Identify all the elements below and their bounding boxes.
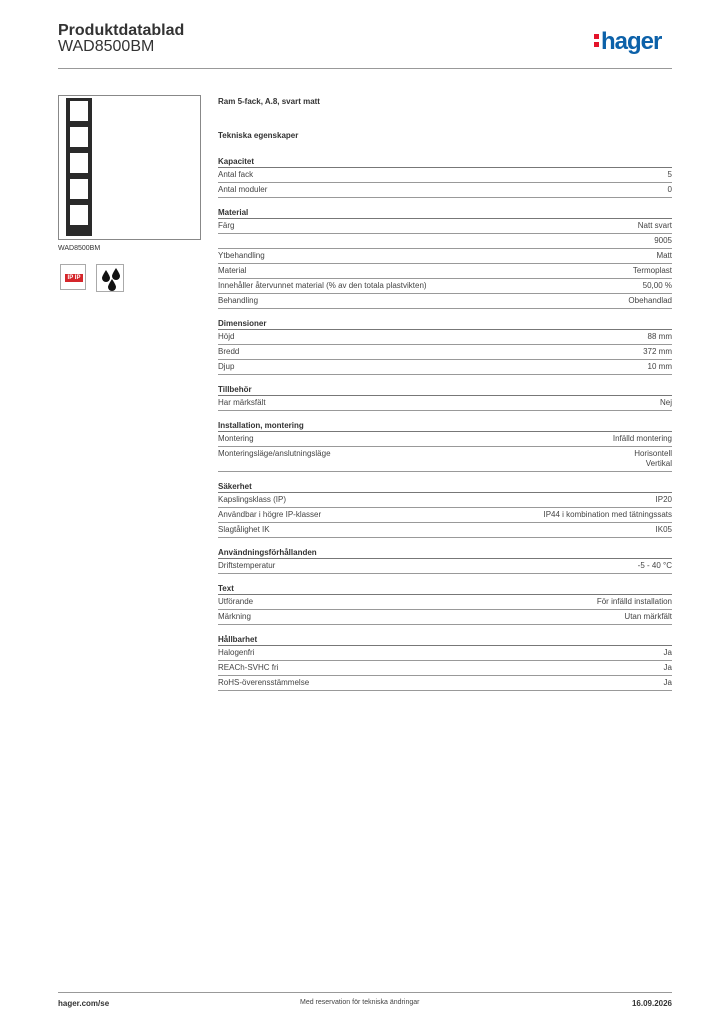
- logo-dots-icon: [594, 32, 599, 48]
- spec-row: [218, 493, 672, 508]
- spec-sections: [218, 156, 672, 700]
- spec-value-line: Ja: [663, 663, 672, 672]
- spec-row: [218, 345, 672, 360]
- spec-value-line: 50,00 %: [642, 281, 672, 290]
- spec-row: [218, 559, 672, 574]
- spec-label: Djup: [218, 362, 235, 371]
- spec-row: [218, 279, 672, 294]
- spec-value-line: Nej: [659, 398, 672, 407]
- spec-label: Innehåller återvunnet material (% av den totala plastvikten): [218, 281, 427, 290]
- spec-row: [218, 294, 672, 309]
- spec-label: Höjd: [218, 332, 235, 341]
- spec-row: [218, 183, 672, 198]
- spec-value-line: IP44 i kombination med tätningssats: [543, 510, 672, 519]
- spec-label: Monteringsläge/anslutningsläge: [218, 449, 331, 458]
- spec-section: [218, 384, 672, 411]
- spec-row: [218, 661, 672, 676]
- spec-value-line: Ja: [663, 678, 672, 687]
- spec-value: [634, 449, 672, 469]
- water-drops-icon: [96, 264, 124, 292]
- spec-value-line: 10 mm: [647, 362, 672, 371]
- spec-label: Utförande: [218, 597, 254, 606]
- spec-value-line: Ja: [663, 648, 672, 657]
- spec-value: [664, 648, 672, 658]
- spec-row: [218, 610, 672, 625]
- document-title: Produktdatablad: [58, 22, 185, 39]
- footer-date: 16.09.2026: [631, 999, 672, 1008]
- spec-row: [218, 676, 672, 691]
- spec-value: [638, 221, 672, 231]
- spec-label: Driftstemperatur: [218, 561, 276, 570]
- spec-row: [218, 234, 672, 249]
- spec-value: [664, 678, 672, 688]
- spec-value: [643, 347, 672, 357]
- spec-row: [218, 595, 672, 610]
- spec-label: Behandling: [218, 296, 259, 305]
- product-image: [58, 95, 201, 240]
- spec-label: Material: [218, 266, 247, 275]
- spec-value-line: Obehandlad: [628, 296, 672, 305]
- spec-row: [218, 168, 672, 183]
- spec-value: [668, 170, 672, 180]
- spec-value-line: 5: [667, 170, 672, 179]
- spec-value: [638, 561, 672, 571]
- spec-label: Montering: [218, 434, 254, 443]
- spec-value: [648, 332, 672, 342]
- tech-heading: Tekniska egenskaper: [218, 131, 299, 140]
- spec-label: Kapslingsklass (IP): [218, 495, 287, 504]
- ip-rating-icon: [60, 264, 86, 290]
- frame-5-gang-icon: [66, 98, 92, 236]
- spec-value-line: Infälld montering: [612, 434, 672, 443]
- spec-row: [218, 432, 672, 447]
- spec-label: Bredd: [218, 347, 240, 356]
- product-code: WAD8500BM: [58, 38, 155, 55]
- spec-value-line: Natt svart: [637, 221, 672, 230]
- spec-label: Ytbehandling: [218, 251, 265, 260]
- spec-value-line: -5 - 40 °C: [637, 561, 672, 570]
- logo-text: hager: [601, 28, 662, 55]
- spec-value-line: 372 mm: [643, 347, 672, 356]
- section-title: Dimensioner: [218, 318, 672, 330]
- spec-value: [633, 266, 672, 276]
- spec-value: [654, 236, 672, 246]
- spec-value: [543, 510, 672, 520]
- spec-value: [660, 398, 672, 408]
- spec-section: [218, 420, 672, 472]
- spec-value: [656, 525, 672, 535]
- spec-label: Antal fack: [218, 170, 254, 179]
- ip-rating-label: IP IP: [65, 274, 83, 282]
- spec-value: [668, 185, 672, 195]
- product-image-caption: WAD8500BM: [58, 245, 101, 252]
- footer-disclaimer: Med reservation för tekniska ändringar: [300, 999, 420, 1006]
- spec-section: [218, 481, 672, 538]
- footer-website-link[interactable]: hager.com/se: [58, 999, 110, 1008]
- spec-value-line: IK05: [655, 525, 672, 534]
- section-title: Hållbarhet: [218, 634, 672, 646]
- footer-divider: [58, 992, 672, 993]
- spec-section: [218, 547, 672, 574]
- spec-value: [613, 434, 672, 444]
- section-title: Installation, montering: [218, 420, 672, 432]
- spec-value: [597, 597, 672, 607]
- spec-section: [218, 634, 672, 691]
- spec-label: Användbar i högre IP-klasser: [218, 510, 322, 519]
- spec-label: Märkning: [218, 612, 251, 621]
- spec-row: [218, 396, 672, 411]
- product-name: Ram 5-fack, A.8, svart matt: [218, 97, 320, 106]
- spec-value-line: Termoplast: [632, 266, 672, 275]
- spec-row: [218, 646, 672, 661]
- spec-row: [218, 219, 672, 234]
- section-title: Tillbehör: [218, 384, 672, 396]
- spec-label: Antal moduler: [218, 185, 268, 194]
- spec-label: REACh-SVHC fri: [218, 663, 279, 672]
- spec-section: [218, 156, 672, 198]
- spec-section: [218, 583, 672, 625]
- spec-section: [218, 318, 672, 375]
- spec-value-line: IP20: [655, 495, 672, 504]
- spec-value-line: 9005: [654, 236, 672, 245]
- section-title: Kapacitet: [218, 156, 672, 168]
- spec-row: [218, 360, 672, 375]
- spec-value-line: Vertikal: [645, 459, 672, 468]
- spec-row: [218, 508, 672, 523]
- spec-value-line: Utan märkfält: [624, 612, 672, 621]
- spec-value-line: Horisontell: [634, 449, 672, 458]
- spec-value: [656, 495, 672, 505]
- spec-row: [218, 264, 672, 279]
- spec-label: Har märksfält: [218, 398, 266, 407]
- spec-section: [218, 207, 672, 309]
- hager-logo[interactable]: [594, 28, 661, 56]
- spec-label: RoHS-överensstämmelse: [218, 678, 310, 687]
- spec-value: [648, 362, 672, 372]
- spec-value: [628, 296, 672, 306]
- section-title: Användningsförhållanden: [218, 547, 672, 559]
- spec-value-line: För infälld installation: [596, 597, 672, 606]
- spec-label: Halogenfri: [218, 648, 255, 657]
- header-divider: [58, 68, 672, 69]
- spec-value: [664, 663, 672, 673]
- spec-value-line: 0: [667, 185, 672, 194]
- section-title: Text: [218, 583, 672, 595]
- spec-value-line: 88 mm: [647, 332, 672, 341]
- section-title: Material: [218, 207, 672, 219]
- spec-row: [218, 330, 672, 345]
- spec-row: [218, 447, 672, 472]
- spec-row: [218, 523, 672, 538]
- spec-value-line: Matt: [656, 251, 672, 260]
- spec-label: Slagtålighet IK: [218, 525, 270, 534]
- spec-value: [624, 612, 672, 622]
- spec-row: [218, 249, 672, 264]
- spec-value: [643, 281, 672, 291]
- spec-label: Färg: [218, 221, 235, 230]
- section-title: Säkerhet: [218, 481, 672, 493]
- spec-value: [656, 251, 672, 261]
